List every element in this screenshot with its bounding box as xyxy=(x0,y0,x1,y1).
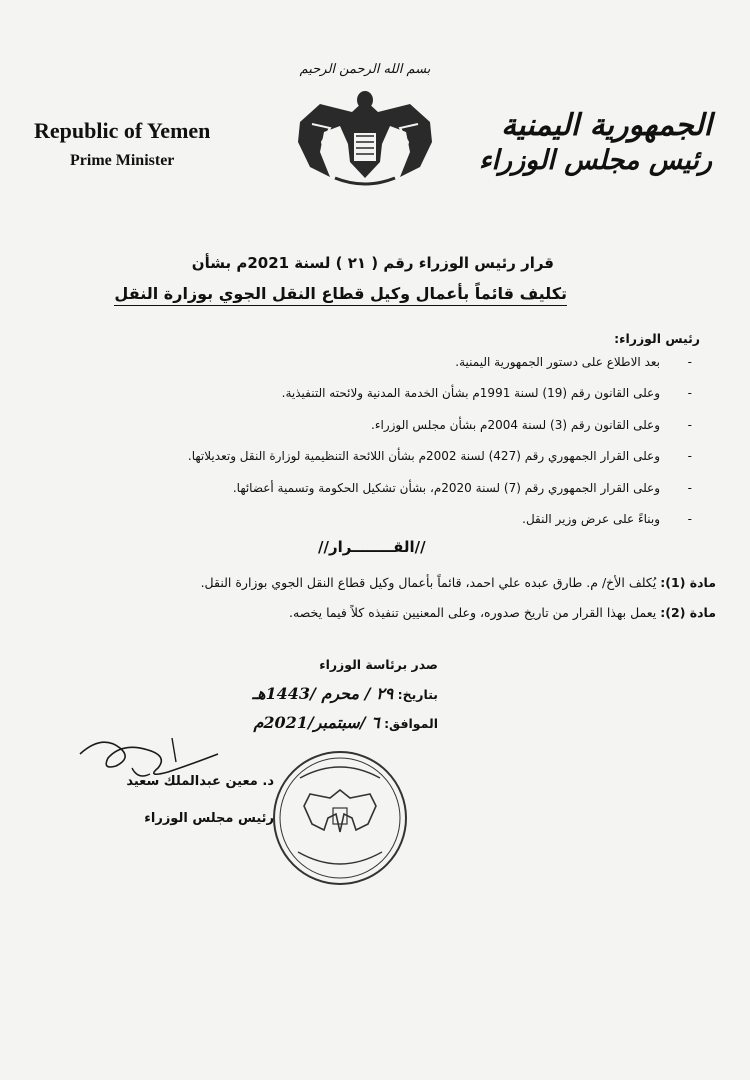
basmala: بسم الله الرحمن الرحيم xyxy=(299,62,431,77)
premise-item xyxy=(40,509,700,540)
bullet-dash: - xyxy=(687,355,692,369)
premise-item xyxy=(40,352,700,383)
bullet-dash: - xyxy=(687,511,692,526)
premise-item-text: وعلى القرار الجمهوري رقم (427) لسنة 2002م بشأن اللائحة التنظيمية لوزارة النقل وتعديلاتها. xyxy=(187,449,660,464)
issuance-block xyxy=(252,654,438,741)
articles-section xyxy=(26,575,716,635)
decision-title: قرار رئيس الوزراء رقم ( ٢١ ) لسنة 2021م بشأن xyxy=(191,254,554,272)
bullet-dash: - xyxy=(687,449,692,464)
premise-item xyxy=(40,478,700,509)
verdict-heading: //القــــــــرار// xyxy=(318,538,426,556)
english-office-name: Prime Minister xyxy=(70,152,175,169)
premise-item-text: وعلى القانون رقم (19) لسنة 1991م بشأن الخدمة المدنية ولائحته التنفيذية. xyxy=(281,386,660,401)
premise-label: رئيس الوزراء: xyxy=(614,331,700,346)
hijri-label: بتاريخ: xyxy=(397,687,438,702)
bullet-dash: - xyxy=(687,480,692,495)
eagle-emblem-icon xyxy=(290,82,440,192)
premise-item-text: بعد الاطلاع على دستور الجمهورية اليمنية. xyxy=(455,355,660,369)
english-letterhead xyxy=(34,118,210,170)
article-2 xyxy=(26,605,716,635)
signer-title: رئيس مجلس الوزراء xyxy=(144,811,274,826)
english-country-name: Republic of Yemen xyxy=(34,118,211,143)
official-seal-icon xyxy=(270,748,410,888)
arabic-letterhead xyxy=(479,108,712,176)
hijri-value: ٢٩ / محرم /1443هـ xyxy=(252,684,394,703)
signer-name: د. معين عبدالملك سعيد xyxy=(126,774,274,789)
premise-item-text: وبناءً على عرض وزير النقل. xyxy=(522,511,660,526)
premise-section xyxy=(40,331,700,540)
article-text: يُكلف الأخ/ م. طارق عبده علي احمد، قائماً بأعمال وكيل قطاع النقل الجوي بوزارة النقل. xyxy=(200,575,657,590)
article-label: مادة (1): xyxy=(660,575,716,590)
issued-line: صدر برئاسة الوزراء xyxy=(319,657,438,672)
premise-item-text: وعلى القانون رقم (3) لسنة 2004م بشأن مجلس الوزراء. xyxy=(371,417,660,432)
premise-list xyxy=(40,352,700,540)
arabic-office-name: رئيس مجلس الوزراء xyxy=(478,145,712,176)
decision-subject: تكليف قائماً بأعمال وكيل قطاع النقل الجوي بوزارة النقل xyxy=(114,284,567,306)
gregorian-value: ٦ /سبتمبر/2021م xyxy=(253,713,380,732)
hijri-date xyxy=(252,683,438,712)
article-label: مادة (2): xyxy=(660,605,716,620)
article-1 xyxy=(26,575,716,605)
bullet-dash: - xyxy=(687,417,692,432)
signer-block xyxy=(84,774,274,826)
premise-item-text: وعلى القرار الجمهوري رقم (7) لسنة 2020م، بشأن تشكيل الحكومة وتسمية أعضائها. xyxy=(232,480,660,495)
bullet-dash: - xyxy=(687,386,692,401)
article-text: يعمل بهذا القرار من تاريخ صدوره، وعلى المعنيين تنفيذه كلاً فيما يخصه. xyxy=(289,605,657,620)
arabic-country-name: الجمهورية اليمنية xyxy=(501,108,712,143)
premise-item xyxy=(40,415,700,446)
gregorian-date xyxy=(252,712,438,741)
gregorian-label: الموافق: xyxy=(384,716,438,731)
premise-item xyxy=(40,446,700,477)
premise-item xyxy=(40,383,700,414)
